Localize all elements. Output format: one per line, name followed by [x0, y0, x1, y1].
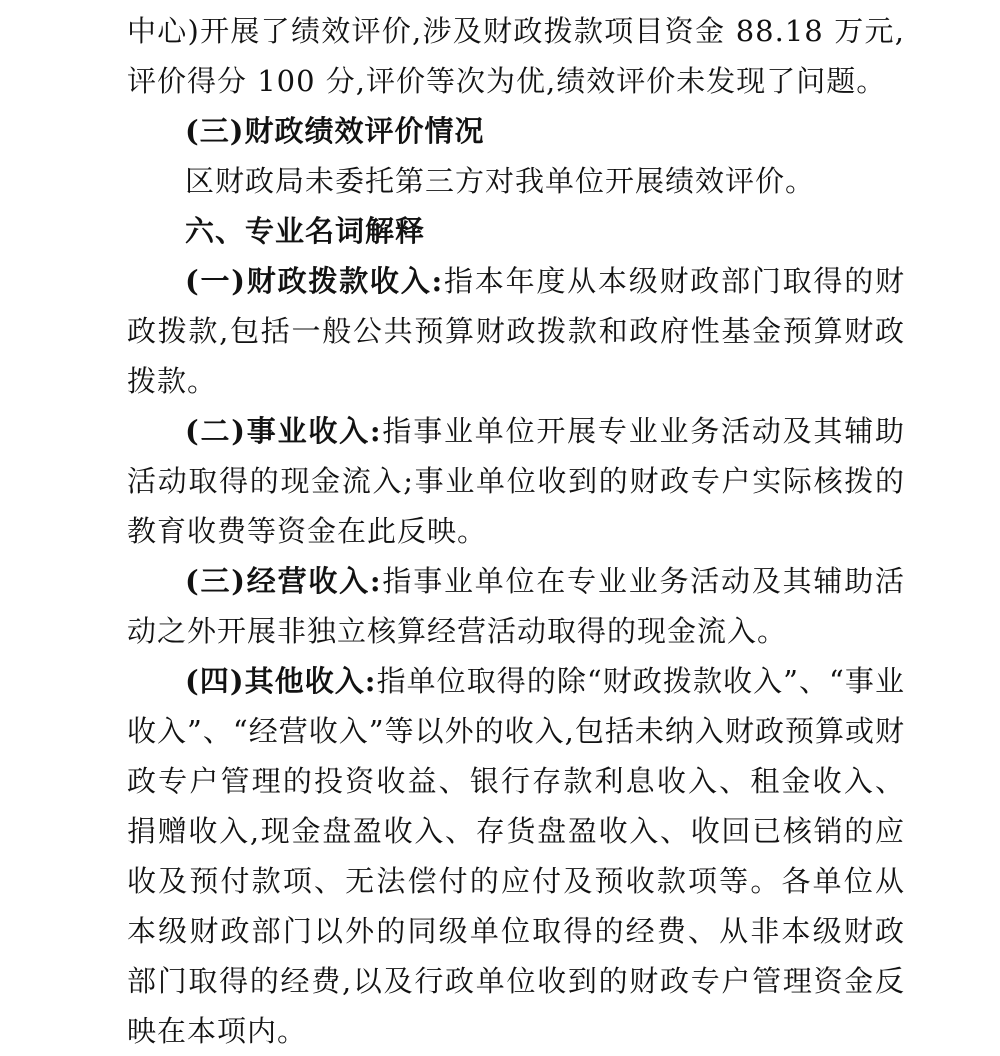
term-definition-other-income: 指单位取得的除“财政拨款收入”、“事业收入”、“经营收入”等以外的收入,包括未纳入财政预算或财政专户管理的投资收益、银行存款利息收入、租金收入、捐赠收入,现金盘盈收入、存货盘盈收入、收回已核销的应收及预付款项、无法偿付的应付及预收款项等。各单位从本级财政部门以外的同级单位取得的经费、从非本级财政部门取得的经费,以及行政单位收到的财政专户管理资金反映在本项内。: [127, 664, 905, 1048]
term-label-institutional-income: (二)事业收入:: [185, 414, 382, 448]
term-other-income: [127, 656, 905, 1056]
subheading-fiscal-performance-evaluation: (三)财政绩效评价情况: [185, 114, 485, 148]
paragraph-fiscal-performance-evaluation: 区财政局未委托第三方对我单位开展绩效评价。: [185, 164, 816, 198]
term-label-other-income: (四)其他收入:: [185, 664, 377, 698]
paragraph-performance-eval-result: 中心)开展了绩效评价,涉及财政拨款项目资金 88.18 万元,评价得分 100 分,评价等次为优,绩效评价未发现了问题。: [127, 14, 905, 98]
term-institutional-income: [127, 406, 905, 556]
term-definition-fiscal-appropriation-income: 指本年度从本级财政部门取得的财政拨款,包括一般公共预算财政拨款和政府性基金预算财政拨款。: [127, 264, 905, 398]
term-definition-institutional-income: 指事业单位开展专业业务活动及其辅助活动取得的现金流入;事业单位收到的财政专户实际核拨的教育收费等资金在此反映。: [127, 414, 905, 548]
heading-term-definitions: 六、专业名词解释: [185, 214, 426, 248]
term-business-income: [127, 556, 905, 656]
term-label-business-income: (三)经营收入:: [185, 564, 382, 598]
term-fiscal-appropriation-income: [127, 256, 905, 406]
term-definition-business-income: 指事业单位在专业业务活动及其辅助活动之外开展非独立核算经营活动取得的现金流入。: [127, 564, 905, 648]
term-label-fiscal-appropriation-income: (一)财政拨款收入:: [185, 264, 444, 298]
